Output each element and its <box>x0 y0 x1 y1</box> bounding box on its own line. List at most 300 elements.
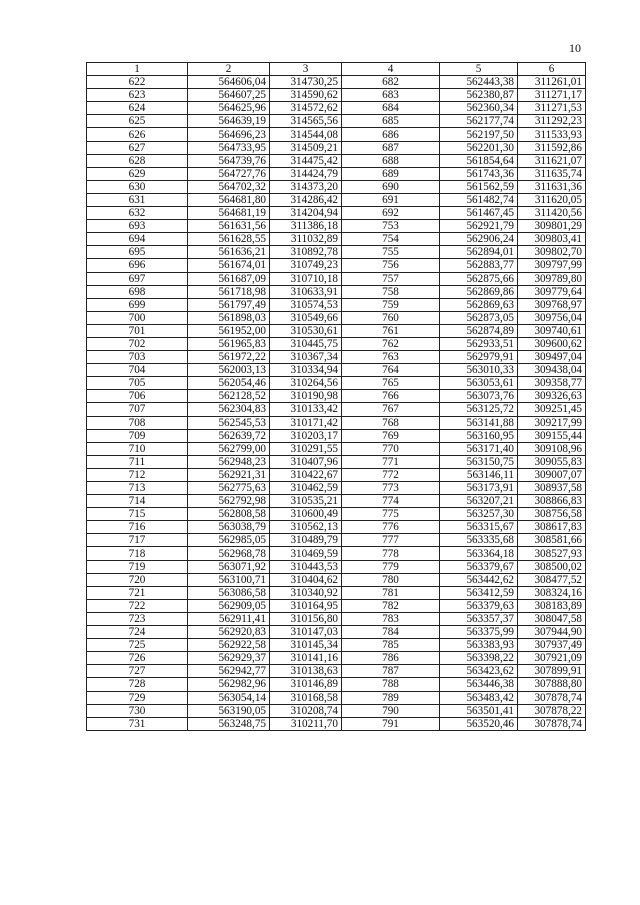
table-cell: 310535,21 <box>270 495 342 508</box>
column-header: 2 <box>188 63 270 76</box>
table-row <box>87 272 586 285</box>
table-cell: 563073,76 <box>440 390 518 403</box>
table-cell: 310600,49 <box>270 508 342 521</box>
table-cell: 765 <box>342 377 440 390</box>
table-row <box>87 573 586 586</box>
table-cell: 561965,83 <box>188 337 270 350</box>
table-cell: 562197,50 <box>440 128 518 141</box>
table-cell: 708 <box>87 416 188 429</box>
table-cell: 700 <box>87 311 188 324</box>
table-cell: 757 <box>342 272 440 285</box>
table-cell: 720 <box>87 573 188 586</box>
table-cell: 310291,55 <box>270 442 342 455</box>
table-cell: 563257,30 <box>440 508 518 521</box>
table-cell: 561898,03 <box>188 311 270 324</box>
table-row <box>87 324 586 337</box>
table-cell: 685 <box>342 115 440 128</box>
table-cell: 563364,18 <box>440 547 518 560</box>
table-cell: 713 <box>87 482 188 495</box>
table-cell: 723 <box>87 612 188 625</box>
table-cell: 562921,79 <box>440 220 518 233</box>
table-row <box>87 626 586 639</box>
table-cell: 768 <box>342 416 440 429</box>
table-cell: 309217,99 <box>518 416 586 429</box>
table-cell: 704 <box>87 364 188 377</box>
table-cell: 562883,77 <box>440 259 518 272</box>
table-cell: 310334,94 <box>270 364 342 377</box>
table-cell: 314730,25 <box>270 76 342 89</box>
table-cell: 706 <box>87 390 188 403</box>
table-cell: 561972,22 <box>188 351 270 364</box>
table-row <box>87 285 586 298</box>
table-cell: 562909,05 <box>188 599 270 612</box>
table-cell: 728 <box>87 678 188 691</box>
table-cell: 563100,71 <box>188 573 270 586</box>
table-row <box>87 455 586 468</box>
table-cell: 309326,63 <box>518 390 586 403</box>
table-cell: 310367,34 <box>270 351 342 364</box>
table-cell: 308324,16 <box>518 586 586 599</box>
table-cell: 791 <box>342 717 440 730</box>
column-header: 5 <box>440 63 518 76</box>
table-cell: 310168,58 <box>270 691 342 704</box>
table-cell: 785 <box>342 639 440 652</box>
table-cell: 719 <box>87 560 188 573</box>
table-cell: 687 <box>342 141 440 154</box>
table-cell: 562875,66 <box>440 272 518 285</box>
table-cell: 562911,41 <box>188 612 270 625</box>
table-cell: 310147,03 <box>270 626 342 639</box>
table-cell: 309055,83 <box>518 455 586 468</box>
table-cell: 688 <box>342 154 440 167</box>
table-cell: 562920,83 <box>188 626 270 639</box>
table-cell: 692 <box>342 207 440 220</box>
table-cell: 311032,89 <box>270 233 342 246</box>
table-cell: 561631,56 <box>188 220 270 233</box>
table-row <box>87 639 586 652</box>
table-cell: 562545,53 <box>188 416 270 429</box>
table-cell: 314544,08 <box>270 128 342 141</box>
table-cell: 307878,22 <box>518 704 586 717</box>
table-cell: 711 <box>87 455 188 468</box>
table-cell: 725 <box>87 639 188 652</box>
table-cell: 623 <box>87 89 188 102</box>
table-cell: 311271,53 <box>518 102 586 115</box>
table-cell: 562775,63 <box>188 482 270 495</box>
table-cell: 563335,68 <box>440 534 518 547</box>
table-cell: 696 <box>87 259 188 272</box>
table-cell: 703 <box>87 351 188 364</box>
table-cell: 563053,61 <box>440 377 518 390</box>
table-cell: 562921,31 <box>188 468 270 481</box>
table-cell: 730 <box>87 704 188 717</box>
table-cell: 311292,23 <box>518 115 586 128</box>
table-cell: 727 <box>87 665 188 678</box>
table-cell: 561628,55 <box>188 233 270 246</box>
table-cell: 774 <box>342 495 440 508</box>
table-row <box>87 115 586 128</box>
table-cell: 563379,67 <box>440 560 518 573</box>
table-cell: 759 <box>342 298 440 311</box>
table-cell: 683 <box>342 89 440 102</box>
table-cell: 563520,46 <box>440 717 518 730</box>
table-cell: 563423,62 <box>440 665 518 678</box>
table-cell: 309801,29 <box>518 220 586 233</box>
table-cell: 310562,13 <box>270 521 342 534</box>
table-cell: 308866,83 <box>518 495 586 508</box>
table-cell: 309251,45 <box>518 403 586 416</box>
table-cell: 308527,93 <box>518 547 586 560</box>
table-cell: 314286,42 <box>270 193 342 206</box>
table-cell: 310445,75 <box>270 337 342 350</box>
table-cell: 311533,93 <box>518 128 586 141</box>
table-cell: 311386,18 <box>270 220 342 233</box>
table-cell: 756 <box>342 259 440 272</box>
table-row <box>87 612 586 625</box>
table-cell: 564639,19 <box>188 115 270 128</box>
table-cell: 307878,74 <box>518 691 586 704</box>
table-cell: 563141,88 <box>440 416 518 429</box>
table-cell: 310407,96 <box>270 455 342 468</box>
table-cell: 310145,34 <box>270 639 342 652</box>
table-cell: 563248,75 <box>188 717 270 730</box>
table-row <box>87 207 586 220</box>
table-row <box>87 364 586 377</box>
table-cell: 564696,23 <box>188 128 270 141</box>
table-cell: 310443,53 <box>270 560 342 573</box>
table-cell: 564625,96 <box>188 102 270 115</box>
table-cell: 564607,25 <box>188 89 270 102</box>
table-cell: 563150,75 <box>440 455 518 468</box>
table-cell: 310138,63 <box>270 665 342 678</box>
table-cell: 310156,80 <box>270 612 342 625</box>
table-cell: 310549,66 <box>270 311 342 324</box>
table-cell: 562985,05 <box>188 534 270 547</box>
table-cell: 754 <box>342 233 440 246</box>
table-cell: 784 <box>342 626 440 639</box>
table-cell: 709 <box>87 429 188 442</box>
table-cell: 789 <box>342 691 440 704</box>
table-cell: 311420,56 <box>518 207 586 220</box>
table-cell: 562942,77 <box>188 665 270 678</box>
table-row <box>87 154 586 167</box>
table-row <box>87 102 586 115</box>
table-cell: 764 <box>342 364 440 377</box>
table-row <box>87 521 586 534</box>
table-cell: 782 <box>342 599 440 612</box>
table-cell: 712 <box>87 468 188 481</box>
table-row <box>87 442 586 455</box>
table-cell: 314373,20 <box>270 180 342 193</box>
table-row <box>87 233 586 246</box>
table-cell: 717 <box>87 534 188 547</box>
column-header: 6 <box>518 63 586 76</box>
table-row <box>87 704 586 717</box>
table-cell: 307944,90 <box>518 626 586 639</box>
table-cell: 309155,44 <box>518 429 586 442</box>
table-cell: 563442,62 <box>440 573 518 586</box>
table-cell: 731 <box>87 717 188 730</box>
table-cell: 628 <box>87 154 188 167</box>
table-row <box>87 337 586 350</box>
table-row <box>87 390 586 403</box>
table-row <box>87 468 586 481</box>
table-cell: 562869,63 <box>440 298 518 311</box>
table-cell: 563054,14 <box>188 691 270 704</box>
table-row <box>87 717 586 730</box>
table-cell: 760 <box>342 311 440 324</box>
table-cell: 308500,02 <box>518 560 586 573</box>
table-cell: 562304,83 <box>188 403 270 416</box>
table-cell: 766 <box>342 390 440 403</box>
table-cell: 771 <box>342 455 440 468</box>
table-row <box>87 482 586 495</box>
table-cell: 562948,23 <box>188 455 270 468</box>
table-cell: 309108,96 <box>518 442 586 455</box>
table-row <box>87 665 586 678</box>
table-cell: 310749,23 <box>270 259 342 272</box>
table-cell: 311261,01 <box>518 76 586 89</box>
table-cell: 769 <box>342 429 440 442</box>
table-cell: 307921,09 <box>518 652 586 665</box>
table-cell: 308183,89 <box>518 599 586 612</box>
table-cell: 702 <box>87 337 188 350</box>
table-cell: 787 <box>342 665 440 678</box>
table-cell: 561854,64 <box>440 154 518 167</box>
table-row <box>87 351 586 364</box>
table-cell: 307888,80 <box>518 678 586 691</box>
page-number: 10 <box>569 41 581 55</box>
table-row <box>87 691 586 704</box>
table-cell: 310574,53 <box>270 298 342 311</box>
table-cell: 682 <box>342 76 440 89</box>
table-cell: 310340,92 <box>270 586 342 599</box>
table-cell: 783 <box>342 612 440 625</box>
table-cell: 309600,62 <box>518 337 586 350</box>
table-cell: 314509,21 <box>270 141 342 154</box>
table-row <box>87 560 586 573</box>
table-cell: 309779,64 <box>518 285 586 298</box>
table-cell: 563375,99 <box>440 626 518 639</box>
table-cell: 563383,93 <box>440 639 518 652</box>
table-cell: 562443,38 <box>440 76 518 89</box>
table-cell: 314565,56 <box>270 115 342 128</box>
table-cell: 310211,70 <box>270 717 342 730</box>
table-cell: 563038,79 <box>188 521 270 534</box>
table-cell: 780 <box>342 573 440 586</box>
table-cell: 722 <box>87 599 188 612</box>
table-cell: 310404,62 <box>270 573 342 586</box>
table-cell: 308477,52 <box>518 573 586 586</box>
table-cell: 707 <box>87 403 188 416</box>
table-cell: 563379,63 <box>440 599 518 612</box>
table-cell: 563483,42 <box>440 691 518 704</box>
table-cell: 788 <box>342 678 440 691</box>
table-cell: 561718,98 <box>188 285 270 298</box>
table-cell: 721 <box>87 586 188 599</box>
table-cell: 699 <box>87 298 188 311</box>
table-row <box>87 167 586 180</box>
table-cell: 562360,34 <box>440 102 518 115</box>
table-cell: 763 <box>342 351 440 364</box>
table-cell: 307899,91 <box>518 665 586 678</box>
table-row <box>87 599 586 612</box>
table-cell: 695 <box>87 246 188 259</box>
table-cell: 563315,67 <box>440 521 518 534</box>
table-cell: 310208,74 <box>270 704 342 717</box>
table-cell: 689 <box>342 167 440 180</box>
table-cell: 310422,67 <box>270 468 342 481</box>
table-cell: 762 <box>342 337 440 350</box>
table-cell: 629 <box>87 167 188 180</box>
table-cell: 562922,58 <box>188 639 270 652</box>
table-cell: 726 <box>87 652 188 665</box>
table-cell: 627 <box>87 141 188 154</box>
table-cell: 626 <box>87 128 188 141</box>
table-cell: 309756,04 <box>518 311 586 324</box>
table-cell: 310146,89 <box>270 678 342 691</box>
table-cell: 773 <box>342 482 440 495</box>
table-cell: 694 <box>87 233 188 246</box>
table-cell: 562808,58 <box>188 508 270 521</box>
table-cell: 562874,89 <box>440 324 518 337</box>
table-row <box>87 508 586 521</box>
table-cell: 562799,00 <box>188 442 270 455</box>
table-cell: 563146,11 <box>440 468 518 481</box>
table-cell: 632 <box>87 207 188 220</box>
table-cell: 562003,13 <box>188 364 270 377</box>
table-cell: 562929,37 <box>188 652 270 665</box>
table-cell: 561467,45 <box>440 207 518 220</box>
table-cell: 729 <box>87 691 188 704</box>
table-cell: 561952,00 <box>188 324 270 337</box>
table-cell: 716 <box>87 521 188 534</box>
table-cell: 564733,95 <box>188 141 270 154</box>
table-cell: 563086,58 <box>188 586 270 599</box>
table-cell: 311271,17 <box>518 89 586 102</box>
table-cell: 310530,61 <box>270 324 342 337</box>
table-cell: 311635,74 <box>518 167 586 180</box>
table-cell: 310462,59 <box>270 482 342 495</box>
coordinates-table <box>86 62 586 731</box>
table-cell: 310469,59 <box>270 547 342 560</box>
table-cell: 622 <box>87 76 188 89</box>
table-cell: 308047,58 <box>518 612 586 625</box>
table-cell: 693 <box>87 220 188 233</box>
table-cell: 715 <box>87 508 188 521</box>
table-cell: 776 <box>342 521 440 534</box>
table-cell: 561687,09 <box>188 272 270 285</box>
table-cell: 705 <box>87 377 188 390</box>
table-cell: 778 <box>342 547 440 560</box>
table-cell: 311592,86 <box>518 141 586 154</box>
table-cell: 563357,37 <box>440 612 518 625</box>
table-cell: 309740,61 <box>518 324 586 337</box>
table-cell: 753 <box>342 220 440 233</box>
table-row <box>87 586 586 599</box>
table-cell: 563190,05 <box>188 704 270 717</box>
table-cell: 790 <box>342 704 440 717</box>
table-cell: 307878,74 <box>518 717 586 730</box>
table-cell: 772 <box>342 468 440 481</box>
table-cell: 309358,77 <box>518 377 586 390</box>
table-cell: 310171,42 <box>270 416 342 429</box>
table-row <box>87 495 586 508</box>
table-cell: 624 <box>87 102 188 115</box>
table-cell: 562054,46 <box>188 377 270 390</box>
table-cell: 563171,40 <box>440 442 518 455</box>
table-row <box>87 534 586 547</box>
table-cell: 562982,96 <box>188 678 270 691</box>
table-cell: 714 <box>87 495 188 508</box>
table-cell: 310710,18 <box>270 272 342 285</box>
table-cell: 563207,21 <box>440 495 518 508</box>
table-cell: 308581,66 <box>518 534 586 547</box>
table-cell: 563398,22 <box>440 652 518 665</box>
table-cell: 761 <box>342 324 440 337</box>
table-cell: 562380,87 <box>440 89 518 102</box>
table-cell: 561636,21 <box>188 246 270 259</box>
table-cell: 562979,91 <box>440 351 518 364</box>
table-cell: 564727,76 <box>188 167 270 180</box>
table-cell: 786 <box>342 652 440 665</box>
table-row <box>87 311 586 324</box>
table-cell: 561743,36 <box>440 167 518 180</box>
table-cell: 684 <box>342 102 440 115</box>
table-cell: 777 <box>342 534 440 547</box>
table-cell: 690 <box>342 180 440 193</box>
table-cell: 310264,56 <box>270 377 342 390</box>
table-cell: 309802,70 <box>518 246 586 259</box>
table-row <box>87 89 586 102</box>
table-row <box>87 193 586 206</box>
table-cell: 563160,95 <box>440 429 518 442</box>
table-row <box>87 259 586 272</box>
table-cell: 562968,78 <box>188 547 270 560</box>
table-cell: 697 <box>87 272 188 285</box>
table-cell: 562894,01 <box>440 246 518 259</box>
table-cell: 310141,16 <box>270 652 342 665</box>
table-cell: 309497,04 <box>518 351 586 364</box>
table-cell: 311631,36 <box>518 180 586 193</box>
table-cell: 724 <box>87 626 188 639</box>
table-cell: 563412,59 <box>440 586 518 599</box>
table-cell: 562128,52 <box>188 390 270 403</box>
table-cell: 775 <box>342 508 440 521</box>
table-cell: 563446,38 <box>440 678 518 691</box>
table-cell: 563071,92 <box>188 560 270 573</box>
table-cell: 564681,19 <box>188 207 270 220</box>
table-cell: 561482,74 <box>440 193 518 206</box>
table-cell: 562639,72 <box>188 429 270 442</box>
table-row <box>87 416 586 429</box>
table-cell: 310190,98 <box>270 390 342 403</box>
table-cell: 564681,80 <box>188 193 270 206</box>
table-cell: 562177,74 <box>440 115 518 128</box>
table-cell: 564739,76 <box>188 154 270 167</box>
table-row <box>87 128 586 141</box>
table-cell: 314572,62 <box>270 102 342 115</box>
table-row <box>87 246 586 259</box>
table-cell: 562792,98 <box>188 495 270 508</box>
table-row <box>87 141 586 154</box>
table-cell: 310892,78 <box>270 246 342 259</box>
table-header-row <box>87 63 586 76</box>
table-cell: 311621,07 <box>518 154 586 167</box>
table-cell: 314475,42 <box>270 154 342 167</box>
table-cell: 562201,30 <box>440 141 518 154</box>
table-cell: 309768,97 <box>518 298 586 311</box>
